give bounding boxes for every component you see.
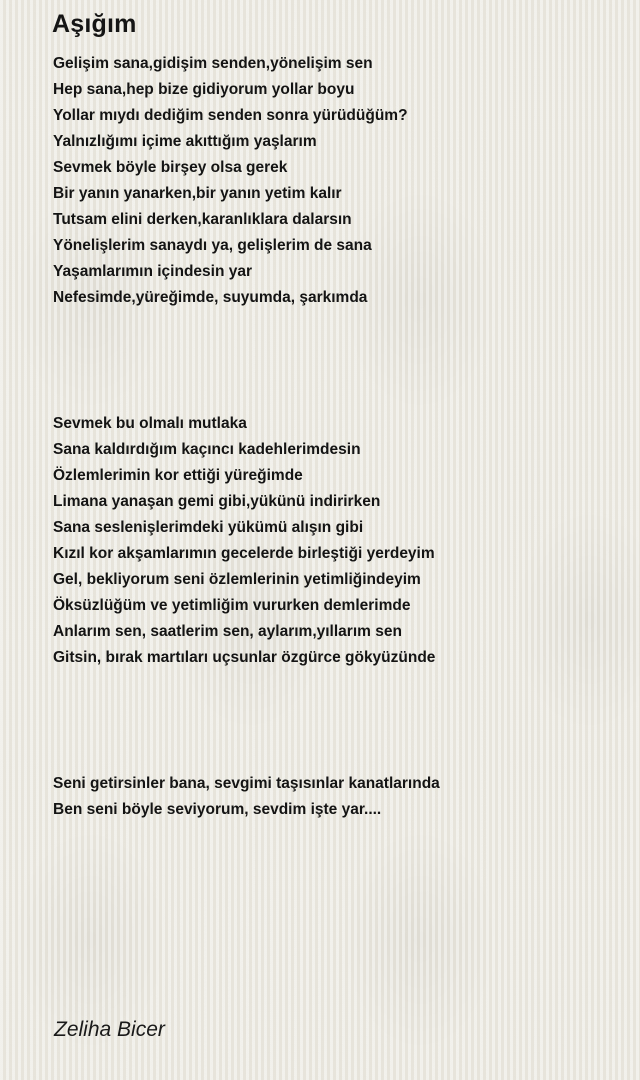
poem-line: Seni getirsinler bana, sevgimi taşısınlar kanatlarında (53, 775, 440, 792)
poem-line: Hep sana,hep bize gidiyorum yollar boyu (53, 81, 355, 98)
poem-line: Gel, bekliyorum seni özlemlerinin yetimliğindeyim (53, 571, 421, 588)
poem-line: Sana seslenişlerimdeki yükümü alışın gibi (53, 519, 364, 536)
poem-line: Sana kaldırdığım kaçıncı kadehlerimdesin (53, 441, 361, 458)
poem-line: Yollar mıydı dediğim senden sonra yürüdüğüm? (53, 107, 408, 124)
poem-line: Sevmek böyle birşey olsa gerek (53, 159, 288, 176)
poem-line: Gitsin, bırak martıları uçsunlar özgürce gökyüzünde (53, 649, 436, 666)
poem-line: Yaşamlarımın içindesin yar (53, 263, 253, 280)
poem-line: Sevmek bu olmalı mutlaka (53, 415, 247, 432)
poem-line: Anlarım sen, saatlerim sen, aylarım,yıllarım sen (53, 623, 402, 640)
poem-author: Zeliha Bicer (54, 1018, 165, 1041)
poem-line: Yalnızlığımı içime akıttığım yaşlarım (53, 133, 317, 150)
poem-title: Aşığım (52, 10, 137, 38)
poem-line: Gelişim sana,gidişim senden,yönelişim sen (53, 55, 373, 72)
poem-line: Ben seni böyle seviyorum, sevdim işte yar.... (53, 801, 382, 818)
poem-line: Kızıl kor akşamlarımın gecelerde birleştiği yerdeyim (53, 545, 435, 562)
poem-line: Yönelişlerim sanaydı ya, gelişlerim de sana (53, 237, 372, 254)
poem-line: Tutsam elini derken,karanlıklara dalarsın (53, 211, 352, 228)
poem-line: Öksüzlüğüm ve yetimliğim vururken demlerimde (53, 597, 411, 614)
stanza-2 (53, 411, 435, 671)
poem-line: Özlemlerimin kor ettiği yüreğimde (53, 467, 303, 484)
stanza-1 (53, 51, 408, 311)
poem-line: Bir yanın yanarken,bir yanın yetim kalır (53, 185, 342, 202)
poem-line: Nefesimde,yüreğimde, suyumda, şarkımda (53, 289, 368, 306)
poem-line: Limana yanaşan gemi gibi,yükünü indirirken (53, 493, 381, 510)
stanza-3 (53, 771, 440, 823)
